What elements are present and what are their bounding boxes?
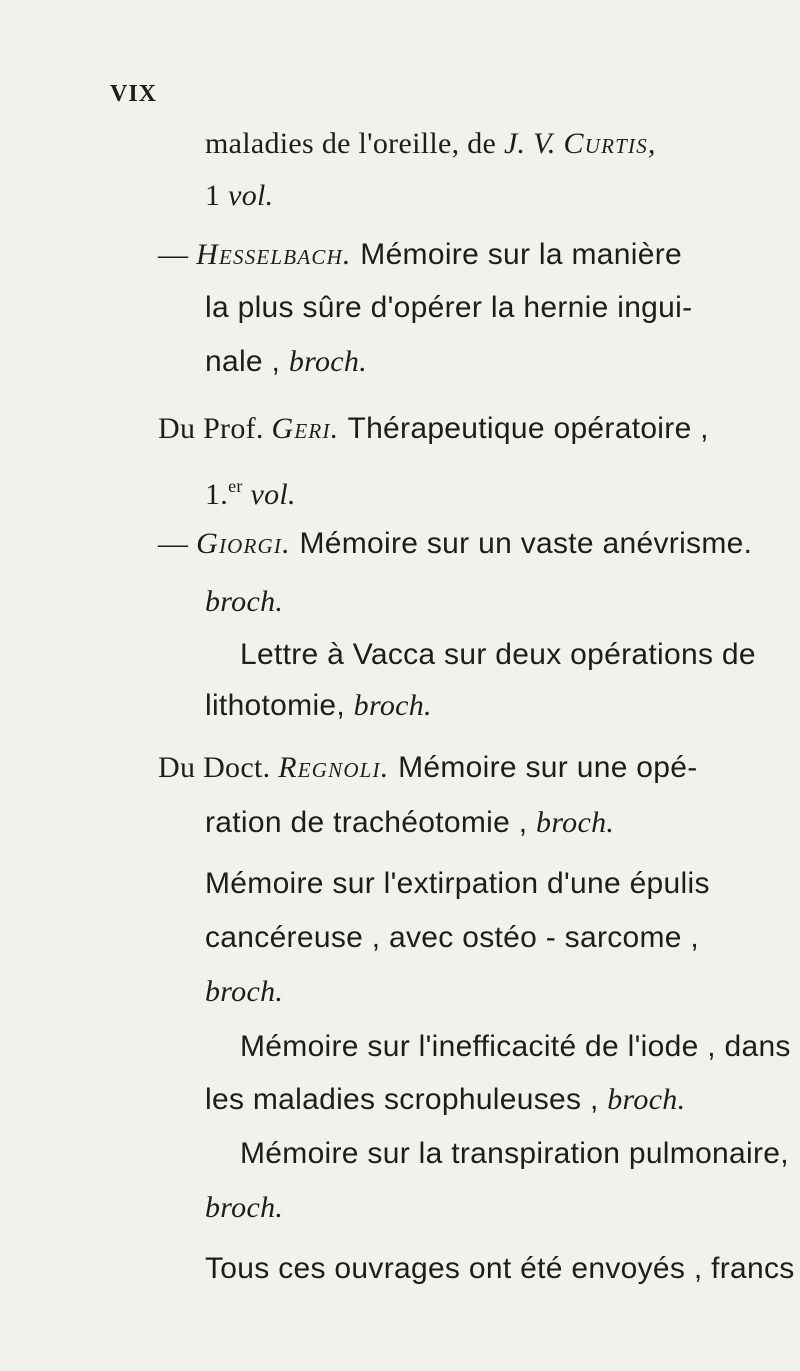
- text-line-2: [205, 178, 273, 214]
- text-segment: Mémoire sur la manière: [351, 238, 682, 271]
- dash: —: [158, 238, 197, 271]
- text-line-12: [158, 750, 698, 786]
- text-line-17: Mémoire sur l'inefficacité de l'iode , dans: [240, 1030, 791, 1063]
- text-segment: nale ,: [205, 345, 289, 378]
- text-segment: Mémoire sur un vaste anévrisme.: [290, 527, 753, 560]
- author-name: Hesselbach.: [196, 238, 352, 271]
- format-note: broch.: [607, 1083, 686, 1116]
- format-note: broch.: [353, 689, 432, 722]
- text-line-5: [205, 344, 367, 380]
- text-line-8: [158, 526, 752, 562]
- text-segment: ration de trachéotomie ,: [205, 806, 537, 839]
- text-segment: Du Prof.: [158, 412, 272, 445]
- author-name: Curtis,: [563, 127, 657, 160]
- text-line-21: Tous ces ouvrages ont été envoyés , francs: [205, 1252, 795, 1285]
- text-segment: 1.: [205, 478, 229, 511]
- text-segment: Du Doct.: [158, 751, 279, 784]
- format-note: vol.: [228, 179, 274, 212]
- text-line-13: [205, 805, 614, 841]
- text-line-15: cancéreuse , avec ostéo - sarcome ,: [205, 921, 700, 954]
- text-line-14: Mémoire sur l'extirpation d'une épulis: [205, 867, 710, 900]
- text-segment: maladies de l'oreille, de: [205, 127, 504, 160]
- author-name: Geri.: [271, 412, 340, 445]
- text-line-19: Mémoire sur la transpiration pulmonaire,: [240, 1137, 789, 1170]
- text-line-3: [158, 237, 682, 273]
- page-number: VIX: [110, 81, 158, 107]
- text-line-11: [205, 688, 432, 724]
- text-segment: les maladies scrophuleuses ,: [205, 1083, 608, 1116]
- text-line-7: [205, 468, 296, 513]
- text-segment: Mémoire sur une opé-: [389, 751, 698, 784]
- text-line-10: Lettre à Vacca sur deux opérations de: [240, 638, 756, 671]
- superscript: er: [228, 476, 243, 496]
- text-line-20: broch.: [205, 1191, 284, 1224]
- format-note: broch.: [288, 345, 368, 378]
- author-name: Regnoli.: [278, 751, 390, 784]
- text-line-4: la plus sûre d'opérer la hernie ingui-: [205, 291, 693, 324]
- text-segment: lithotomie,: [205, 689, 354, 722]
- author-name: Giorgi.: [196, 527, 291, 560]
- format-note: broch.: [536, 806, 615, 839]
- text-segment: Thérapeutique opératoire ,: [339, 412, 709, 445]
- text-line-18: [205, 1082, 685, 1118]
- dash: —: [158, 527, 197, 560]
- format-note: vol.: [242, 478, 296, 511]
- text-line-16: broch.: [205, 975, 284, 1008]
- author-initials: J. V.: [503, 127, 564, 160]
- text-line-9: broch.: [205, 585, 284, 618]
- text-segment: 1: [205, 179, 229, 212]
- text-line-1: [205, 126, 657, 162]
- text-line-6: [158, 411, 709, 447]
